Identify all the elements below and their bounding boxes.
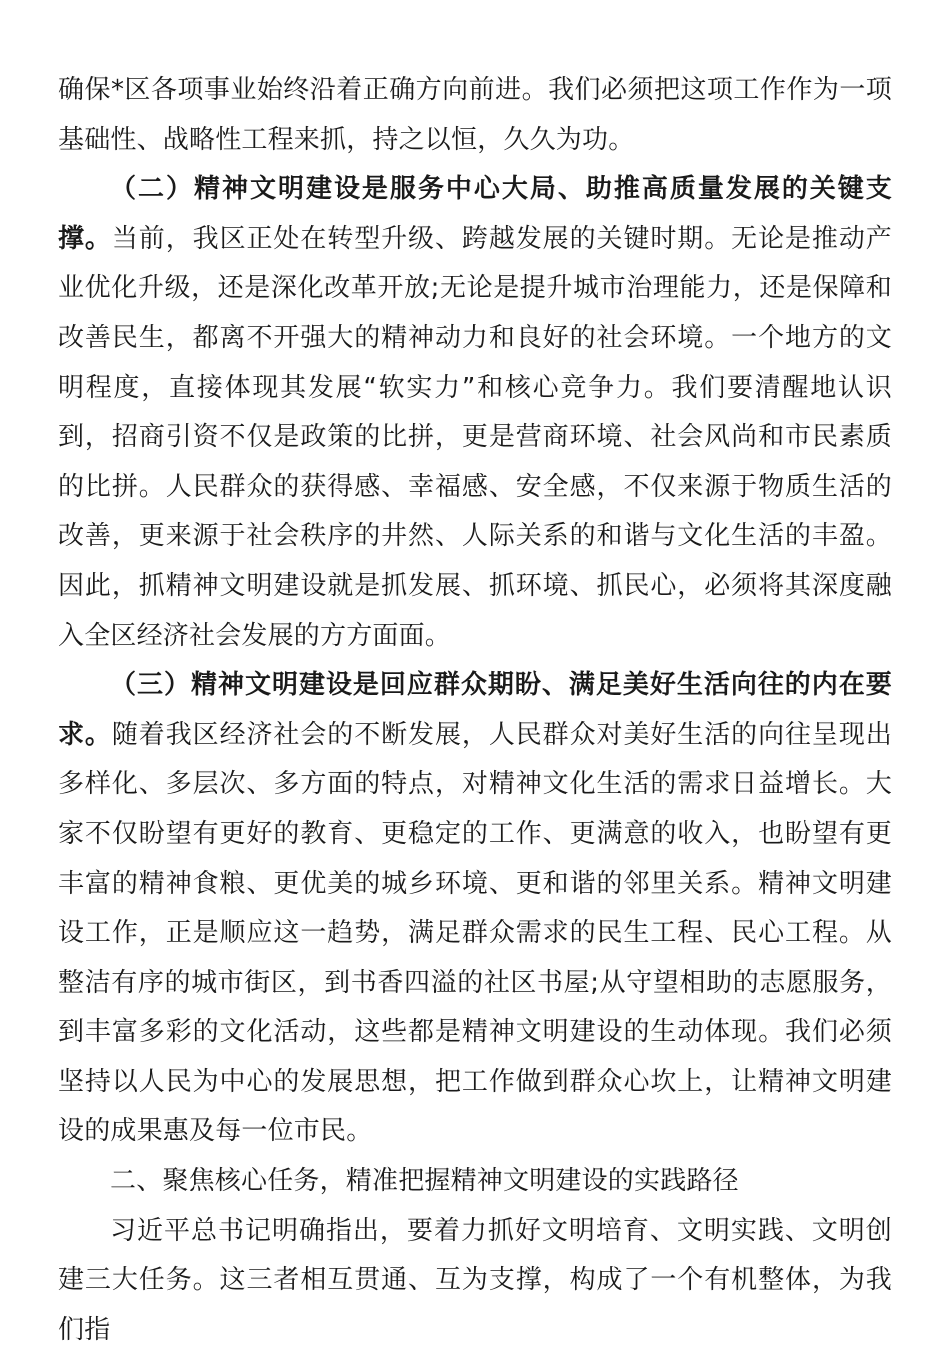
section-heading-2: 二、聚焦核心任务，精准把握精神文明建设的实践路径 [110, 1166, 739, 1197]
paragraph-continued: 确保*区各项事业始终沿着正确方向前进。我们必须把这项工作作为一项基础性、战略性工程来抓，持之以恒，久久为功。 [58, 75, 892, 155]
paragraph-body-3: 随着我区经济社会的不断发展，人民群众对美好生活的向往呈现出多样化、多层次、多方面的特点，对精神文化生活的需求日益增长。大家不仅盼望有更好的教育、更稳定的工作、更满意的收入，也盼望有更丰富的精神食粮、更优美的城乡环境、更和谐的邻里关系。精神文明建设工作，正是顺应这一趋势，满足群众需求的民生工程、民心工程。从整洁有序的城市街区，到书香四溢的社区书屋;从守望相助的志愿服务，到丰富多彩的文化活动，这些都是精神文明建设的生动体现。我们必须坚持以人民为中心的发展思想，把工作做到群众心坎上，让精神文明建设的成果惠及每一位市民。 [58, 719, 892, 1147]
paragraph-section-3 [58, 661, 892, 1157]
subheading-2: （二）精神文明建设是服务中心大局、助推高质量发展的关键支撑。 [58, 174, 892, 254]
paragraph-body-2: 当前，我区正处在转型升级、跨越发展的关键时期。无论是推动产业优化升级，还是深化改革开放;无论是提升城市治理能力，还是保障和改善民生，都离不开强大的精神动力和良好的社会环境。一个地方的文明程度，直接体现其发展“软实力”和核心竞争力。我们要清醒地认识到，招商引资不仅是政策的比拼，更是营商环境、社会风尚和市民素质的比拼。人民群众的获得感、幸福感、安全感，不仅来源于物质生活的改善，更来源于社会秩序的井然、人际关系的和谐与文化生活的丰盈。因此，抓精神文明建设就是抓发展、抓环境、抓民心，必须将其深度融入全区经济社会发展的方方面面。 [58, 223, 892, 651]
subheading-3: （三）精神文明建设是回应群众期盼、满足美好生活向往的内在要求。 [58, 670, 892, 750]
paragraph-section-2 [58, 165, 892, 661]
paragraph-intro: 习近平总书记明确指出，要着力抓好文明培育、文明实践、文明创建三大任务。这三者相互贯通、互为支撑，构成了一个有机整体，为我们指 [58, 1215, 892, 1345]
document-body [58, 66, 892, 1355]
